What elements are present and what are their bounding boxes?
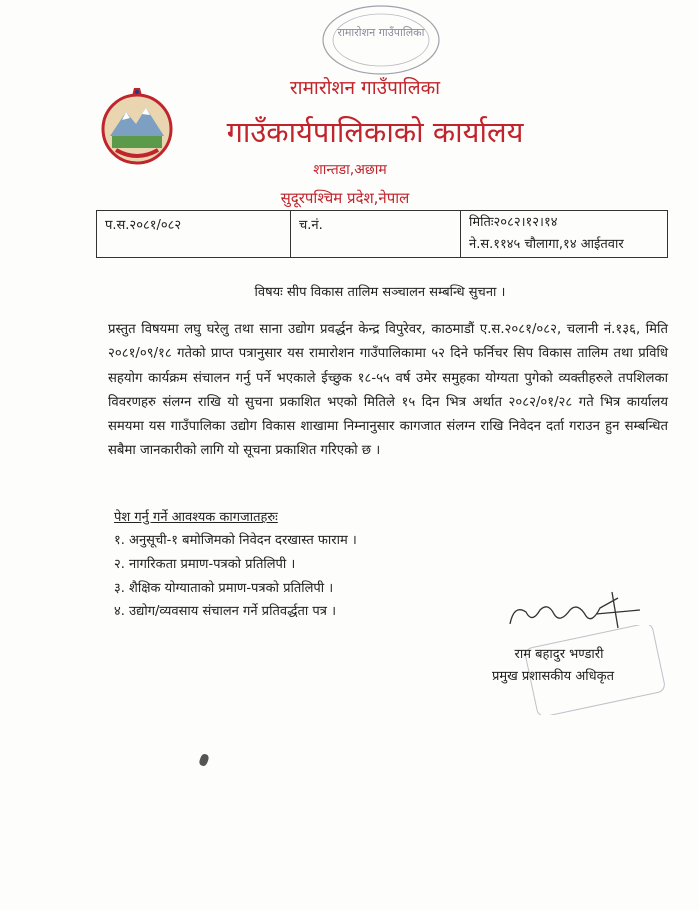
office-name: गाउँकार्यपालिकाको कार्यालय: [226, 115, 524, 149]
list-item: १. अनुसूची-१ बमोजिमको निवेदन दरखास्त फाराम ।: [114, 533, 357, 548]
notice-body: प्रस्तुत विषयमा लघु घरेलु तथा साना उद्योग प्रवर्द्धन केन्द्र विपुरेवर, काठमाडौं ए.स.२०८१/०८२, चलानी नं.१३६, मिति २०८१/०९/१८ गतेको प्राप्त पत्रानुसार यस रामारोशन गाउँपालिकामा ५२ दिने फर्निचर सिप विकास तालिम तथा प्रविधि सहयोग कार्यक्रम संचालन गर्नु पर्ने भएकाले ईच्छुक १८-५५ वर्ष उमेर समुहका योग्यता पुगेको व्यक्तीहरुले तपशिलका विवरणहरु संलग्न राखि यो सुचना प्रकाशित भएको मितिले १५ दिन भित्र अर्थात २०८२/०१/२८ गते भित्र कार्यालय समयमा यस गाउँपालिका उद्योग विकास शाखामा निम्नानुसार कागजात संलग्न राखि निवेदन दर्ता गराउन हुन सम्बन्धित सबैमा जानकारीको लागि यो सूचना प्रकाशित गरिएको छ ।: [108, 322, 668, 459]
requirements-heading: पेश गर्नु गर्ने आवश्यक कागजातहरुः: [114, 510, 278, 525]
nepal-emblem-icon: [96, 86, 178, 168]
subject-line: विषयः सीप विकास तालिम सञ्चालन सम्बन्धि सुचना ।: [254, 285, 506, 300]
stamp-text: रामारोशन गाउँपालिका: [337, 26, 425, 39]
dispatch-number: च.नं.: [291, 211, 461, 257]
requirements-list: [114, 530, 357, 625]
nepal-sambat-date: ने.स.११४५ चौलागा,१४ आईतवार: [469, 237, 624, 252]
letter-number: प.स.२०८१/०८२: [97, 211, 291, 257]
reference-table: [96, 210, 668, 258]
date-cell: [461, 211, 667, 257]
signatory-name: राम बहादुर भण्डारी: [514, 647, 604, 662]
office-province: सुदूरपश्चिम प्रदेश,नेपाल: [280, 189, 410, 207]
list-item: ३. शैक्षिक योग्याताको प्रमाण-पत्रको प्रतिलिपी ।: [114, 580, 334, 596]
list-item: ४. उद्योग/व्यवसाय संचालन गर्ने प्रतिवर्द्धता पत्र ।: [114, 604, 337, 620]
office-stamp-top: [318, 2, 444, 82]
signatory-title: प्रमुख प्रशासकीय अधिकृत: [491, 669, 615, 684]
ink-smudge: [198, 753, 210, 767]
date: मितिः२०८२।१२।१४: [469, 215, 558, 230]
office-address: शान्तडा,अछाम: [313, 162, 387, 178]
municipality-name: रामारोशन गाउँपालिका: [289, 77, 441, 99]
list-item: २. नागरिकता प्रमाण-पत्रको प्रतिलिपी ।: [114, 556, 296, 572]
